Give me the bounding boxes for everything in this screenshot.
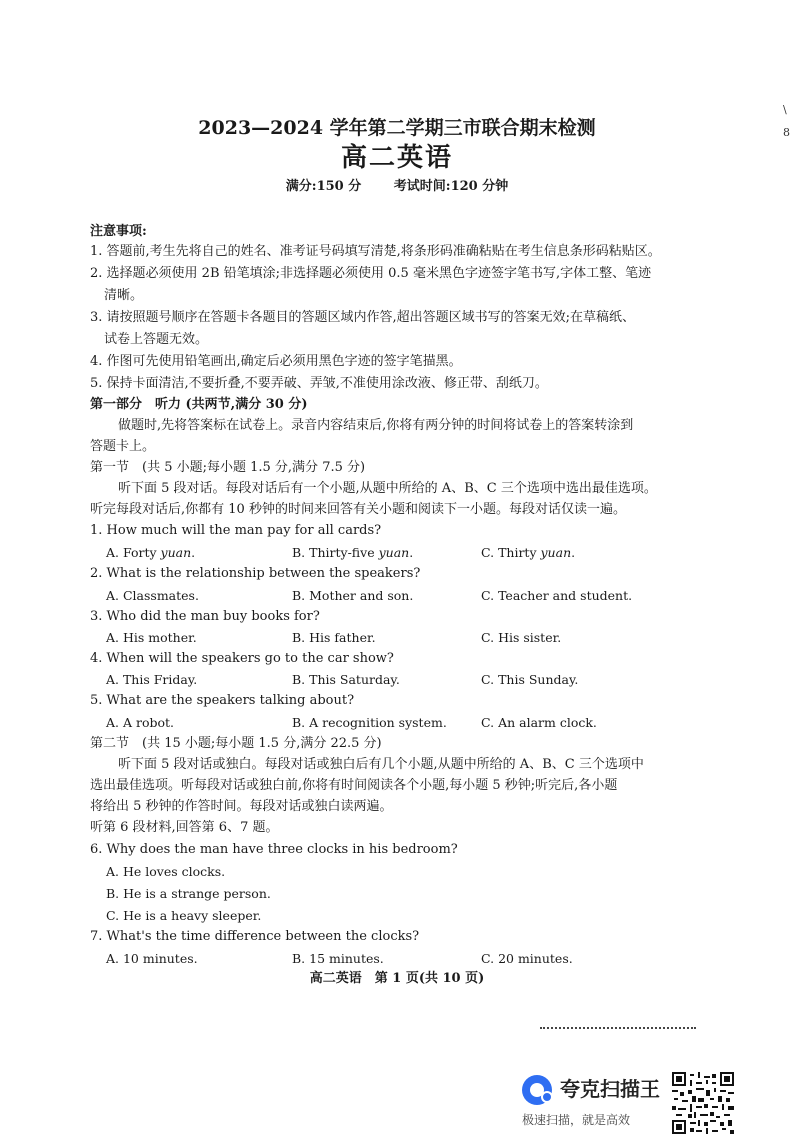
notice-line-2: 2. 选择题必须使用 2B 铅笔填涂;非选择题必须使用 0.5 毫米黑色字迹签字笔书写,字体工整、笔迹 bbox=[90, 266, 652, 281]
scanner-brand-name: 夸克扫描王 bbox=[560, 1077, 660, 1101]
question-7-option-b: B. 15 minutes. bbox=[292, 951, 384, 966]
question-4-option-b: B. This Saturday. bbox=[292, 672, 400, 687]
section2-intro-1: 听下面 5 段对话或独白。每段对话或独白后有几个小题,从题中所给的 A、B、C 三个选项中 bbox=[118, 757, 644, 772]
question-5-option-b: B. A recognition system. bbox=[292, 715, 447, 730]
part1-intro-1: 做题时,先将答案标在试卷上。录音内容结束后,你将有两分钟的时间将试卷上的答案转涂到 bbox=[118, 418, 634, 433]
question-3-stem: 3. Who did the man buy books for? bbox=[90, 609, 320, 624]
qr-code-icon bbox=[672, 1072, 734, 1134]
scanner-slogan: 极速扫描，就是高效 bbox=[522, 1113, 631, 1127]
notice-line-3: 3. 请按照题号顺序在答题卡各题目的答题区域内作答,超出答题区域书写的答案无效;在草稿纸、 bbox=[90, 310, 636, 325]
edge-mark-top: \ bbox=[783, 103, 787, 116]
full-score: 满分:150 分 bbox=[285, 179, 362, 194]
question-1-option-c: C. Thirty yuan. bbox=[481, 545, 576, 560]
question-6-option-c: C. He is a heavy sleeper. bbox=[106, 908, 262, 923]
question-4-option-c: C. This Sunday. bbox=[481, 672, 579, 687]
subject-title: 高二英语 bbox=[340, 143, 453, 173]
page-footer: 高二英语 第 1 页(共 10 页) bbox=[309, 971, 485, 986]
part1-heading: 第一部分 听力 (共两节,满分 30 分) bbox=[90, 397, 308, 412]
question-7-stem: 7. What's the time difference between the clocks? bbox=[90, 929, 420, 944]
question-5-option-a: A. A robot. bbox=[106, 715, 174, 730]
section1-intro-1: 听下面 5 段对话。每段对话后有一个小题,从题中所给的 A、B、C 三个选项中选出最佳选项。 bbox=[118, 481, 657, 496]
section2-material: 听第 6 段材料,回答第 6、7 题。 bbox=[90, 820, 279, 835]
question-2-option-c: C. Teacher and student. bbox=[481, 588, 633, 603]
notice-line-2-cont: 清晰。 bbox=[104, 288, 144, 303]
question-3-option-c: C. His sister. bbox=[481, 630, 562, 645]
exam-time: 考试时间:120 分钟 bbox=[393, 179, 509, 194]
scanner-watermark bbox=[522, 1071, 672, 1131]
question-4-option-a: A. This Friday. bbox=[106, 672, 198, 687]
question-1-option-b: B. Thirty-five yuan. bbox=[292, 545, 414, 560]
notice-line-3-cont: 试卷上答题无效。 bbox=[104, 332, 209, 347]
notice-line-1: 1. 答题前,考生先将自己的姓名、准考证号码填写清楚,将条形码准确粘贴在考生信息条形码粘贴区。 bbox=[90, 244, 661, 259]
question-7-option-a: A. 10 minutes. bbox=[106, 951, 198, 966]
question-2-option-a: A. Classmates. bbox=[106, 588, 199, 603]
question-4-stem: 4. When will the speakers go to the car show? bbox=[90, 651, 394, 666]
question-6-option-b: B. He is a strange person. bbox=[106, 886, 271, 901]
question-6-option-a: A. He loves clocks. bbox=[106, 864, 226, 879]
exam-title: 2023—2024 学年第二学期三市联合期末检测 bbox=[198, 117, 596, 139]
question-7-option-c: C. 20 minutes. bbox=[481, 951, 573, 966]
notice-line-4: 4. 作图可先使用铅笔画出,确定后必须用黑色字迹的签字笔描黑。 bbox=[90, 354, 462, 369]
notice-heading: 注意事项: bbox=[90, 224, 147, 239]
question-5-stem: 5. What are the speakers talking about? bbox=[90, 693, 355, 708]
exam-meta bbox=[0, 179, 794, 195]
part1-intro-2: 答题卡上。 bbox=[90, 439, 156, 454]
question-2-option-b: B. Mother and son. bbox=[292, 588, 414, 603]
section1-intro-2: 听完每段对话后,你都有 10 秒钟的时间来回答有关小题和阅读下一小题。每段对话仅读一遍。 bbox=[90, 502, 626, 517]
edge-mark-bottom: 8 bbox=[783, 126, 790, 139]
notice-line-5: 5. 保持卡面清洁,不要折叠,不要弄破、弄皱,不准使用涂改液、修正带、刮纸刀。 bbox=[90, 376, 548, 391]
section2-intro-2: 选出最佳选项。听每段对话或独白前,你将有时间阅读各个小题,每小题 5 秒钟;听完后,各小题 bbox=[90, 778, 618, 793]
section2-intro-3: 将给出 5 秒钟的作答时间。每段对话或独白读两遍。 bbox=[90, 799, 393, 814]
question-1-option-a: A. Forty yuan. bbox=[106, 545, 196, 560]
question-3-option-a: A. His mother. bbox=[106, 630, 197, 645]
question-3-option-b: B. His father. bbox=[292, 630, 376, 645]
section2-heading: 第二节 (共 15 小题;每小题 1.5 分,满分 22.5 分) bbox=[90, 736, 382, 751]
question-5-option-c: C. An alarm clock. bbox=[481, 715, 597, 730]
question-1-stem: 1. How much will the man pay for all cards? bbox=[90, 523, 382, 538]
scanner-logo-dot bbox=[541, 1091, 553, 1103]
section1-heading: 第一节 (共 5 小题;每小题 1.5 分,满分 7.5 分) bbox=[90, 460, 366, 475]
question-6-stem: 6. Why does the man have three clocks in his bedroom? bbox=[90, 842, 458, 857]
dotted-divider bbox=[540, 1027, 696, 1029]
question-2-stem: 2. What is the relationship between the speakers? bbox=[90, 566, 421, 581]
